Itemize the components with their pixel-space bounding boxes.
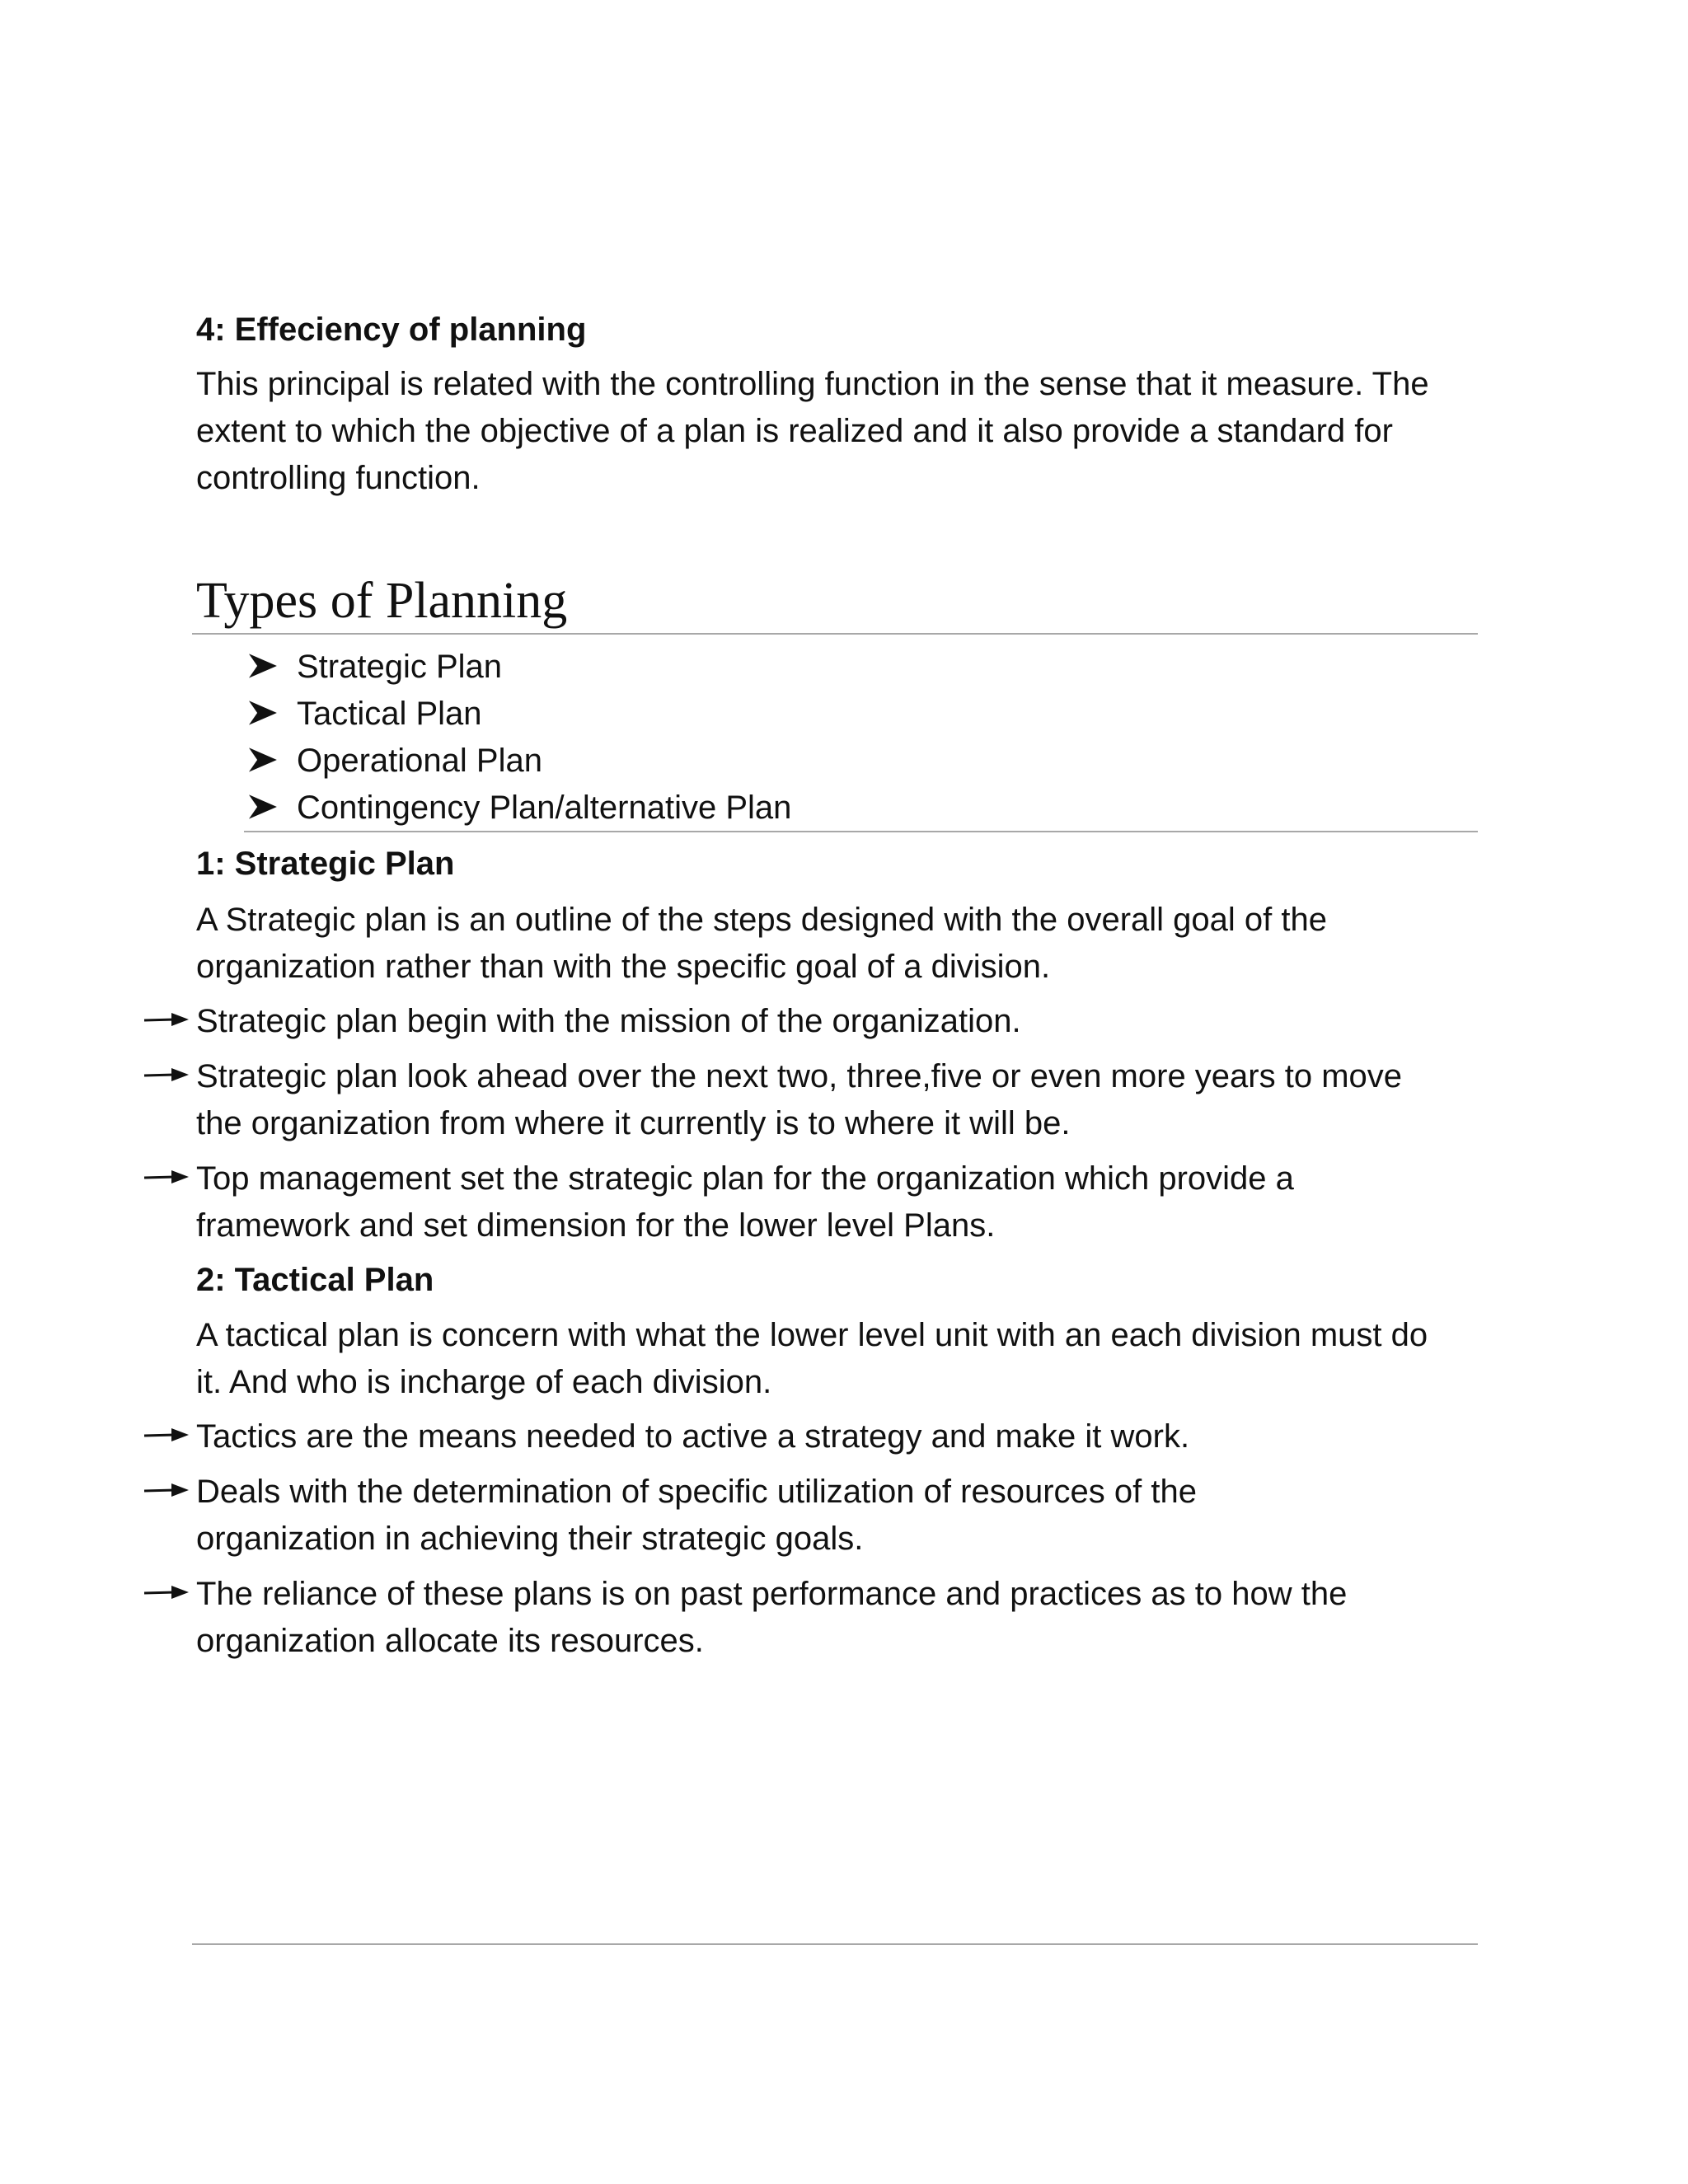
- types-list-item: [249, 644, 1403, 691]
- chevron-arrowhead-icon: [249, 654, 277, 678]
- types-list-item: [249, 738, 1403, 785]
- right-arrow-icon: [143, 1582, 190, 1603]
- strategic-heading: 1: Strategic Plan: [196, 846, 455, 882]
- strategic-point: [196, 1155, 1441, 1249]
- strategic-point: [196, 998, 1498, 1045]
- list-bottom-rule: [244, 831, 1478, 832]
- right-arrow-icon: [143, 1166, 190, 1188]
- types-list-item-label: Operational Plan: [297, 743, 542, 779]
- efficiency-heading: 4: Effeciency of planning: [196, 312, 587, 348]
- chevron-arrowhead-icon: [249, 794, 277, 819]
- strategic-point-text: Top management set the strategic plan for the organization which provide a framework and set dimension for the lower level Plans.: [196, 1160, 1294, 1244]
- tactical-point-text: Tactics are the means needed to active a strategy and make it work.: [196, 1418, 1190, 1455]
- types-list-item-label: Tactical Plan: [297, 696, 482, 732]
- types-list-item: [249, 785, 1403, 832]
- types-list-item-label: Strategic Plan: [297, 649, 503, 685]
- right-arrow-icon: [143, 1064, 190, 1085]
- tactical-point: [196, 1469, 1350, 1563]
- efficiency-paragraph: This principal is related with the controlling function in the sense that it measure. The extent to which the objective of a plan is realized and it also provide a standard for controlling function.: [196, 366, 1429, 496]
- strategic-point-text: Strategic plan begin with the mission of the organization.: [196, 1003, 1021, 1039]
- footer-rule: [192, 1943, 1478, 1945]
- chevron-arrowhead-icon: [249, 701, 277, 725]
- strategic-point: [196, 1053, 1449, 1147]
- tactical-point: [196, 1571, 1465, 1665]
- tactical-point-text: The reliance of these plans is on past performance and practices as to how the organization allocate its resources.: [196, 1576, 1348, 1659]
- chevron-arrowhead-icon: [249, 748, 277, 772]
- types-of-planning-title: Types of Planning: [196, 573, 568, 629]
- right-arrow-icon: [143, 1009, 190, 1030]
- types-list-item-label: Contingency Plan/alternative Plan: [297, 790, 792, 826]
- tactical-point-text: Deals with the determination of specific utilization of resources of the organization in achieving their strategic goals.: [196, 1474, 1197, 1557]
- tactical-point: [196, 1413, 1498, 1460]
- right-arrow-icon: [143, 1479, 190, 1501]
- title-underline-rule: [192, 633, 1478, 635]
- tactical-paragraph: A tactical plan is concern with what the lower level unit with an each division must do it. And who is incharge of each division.: [196, 1317, 1428, 1400]
- right-arrow-icon: [143, 1424, 190, 1446]
- strategic-paragraph: A Strategic plan is an outline of the steps designed with the overall goal of the organization rather than with the specific goal of a division.: [196, 902, 1327, 985]
- strategic-point-text: Strategic plan look ahead over the next two, three,five or even more years to move the organization from where it currently is to where it will be.: [196, 1058, 1403, 1141]
- types-list-item: [249, 691, 1403, 738]
- tactical-heading: 2: Tactical Plan: [196, 1262, 434, 1298]
